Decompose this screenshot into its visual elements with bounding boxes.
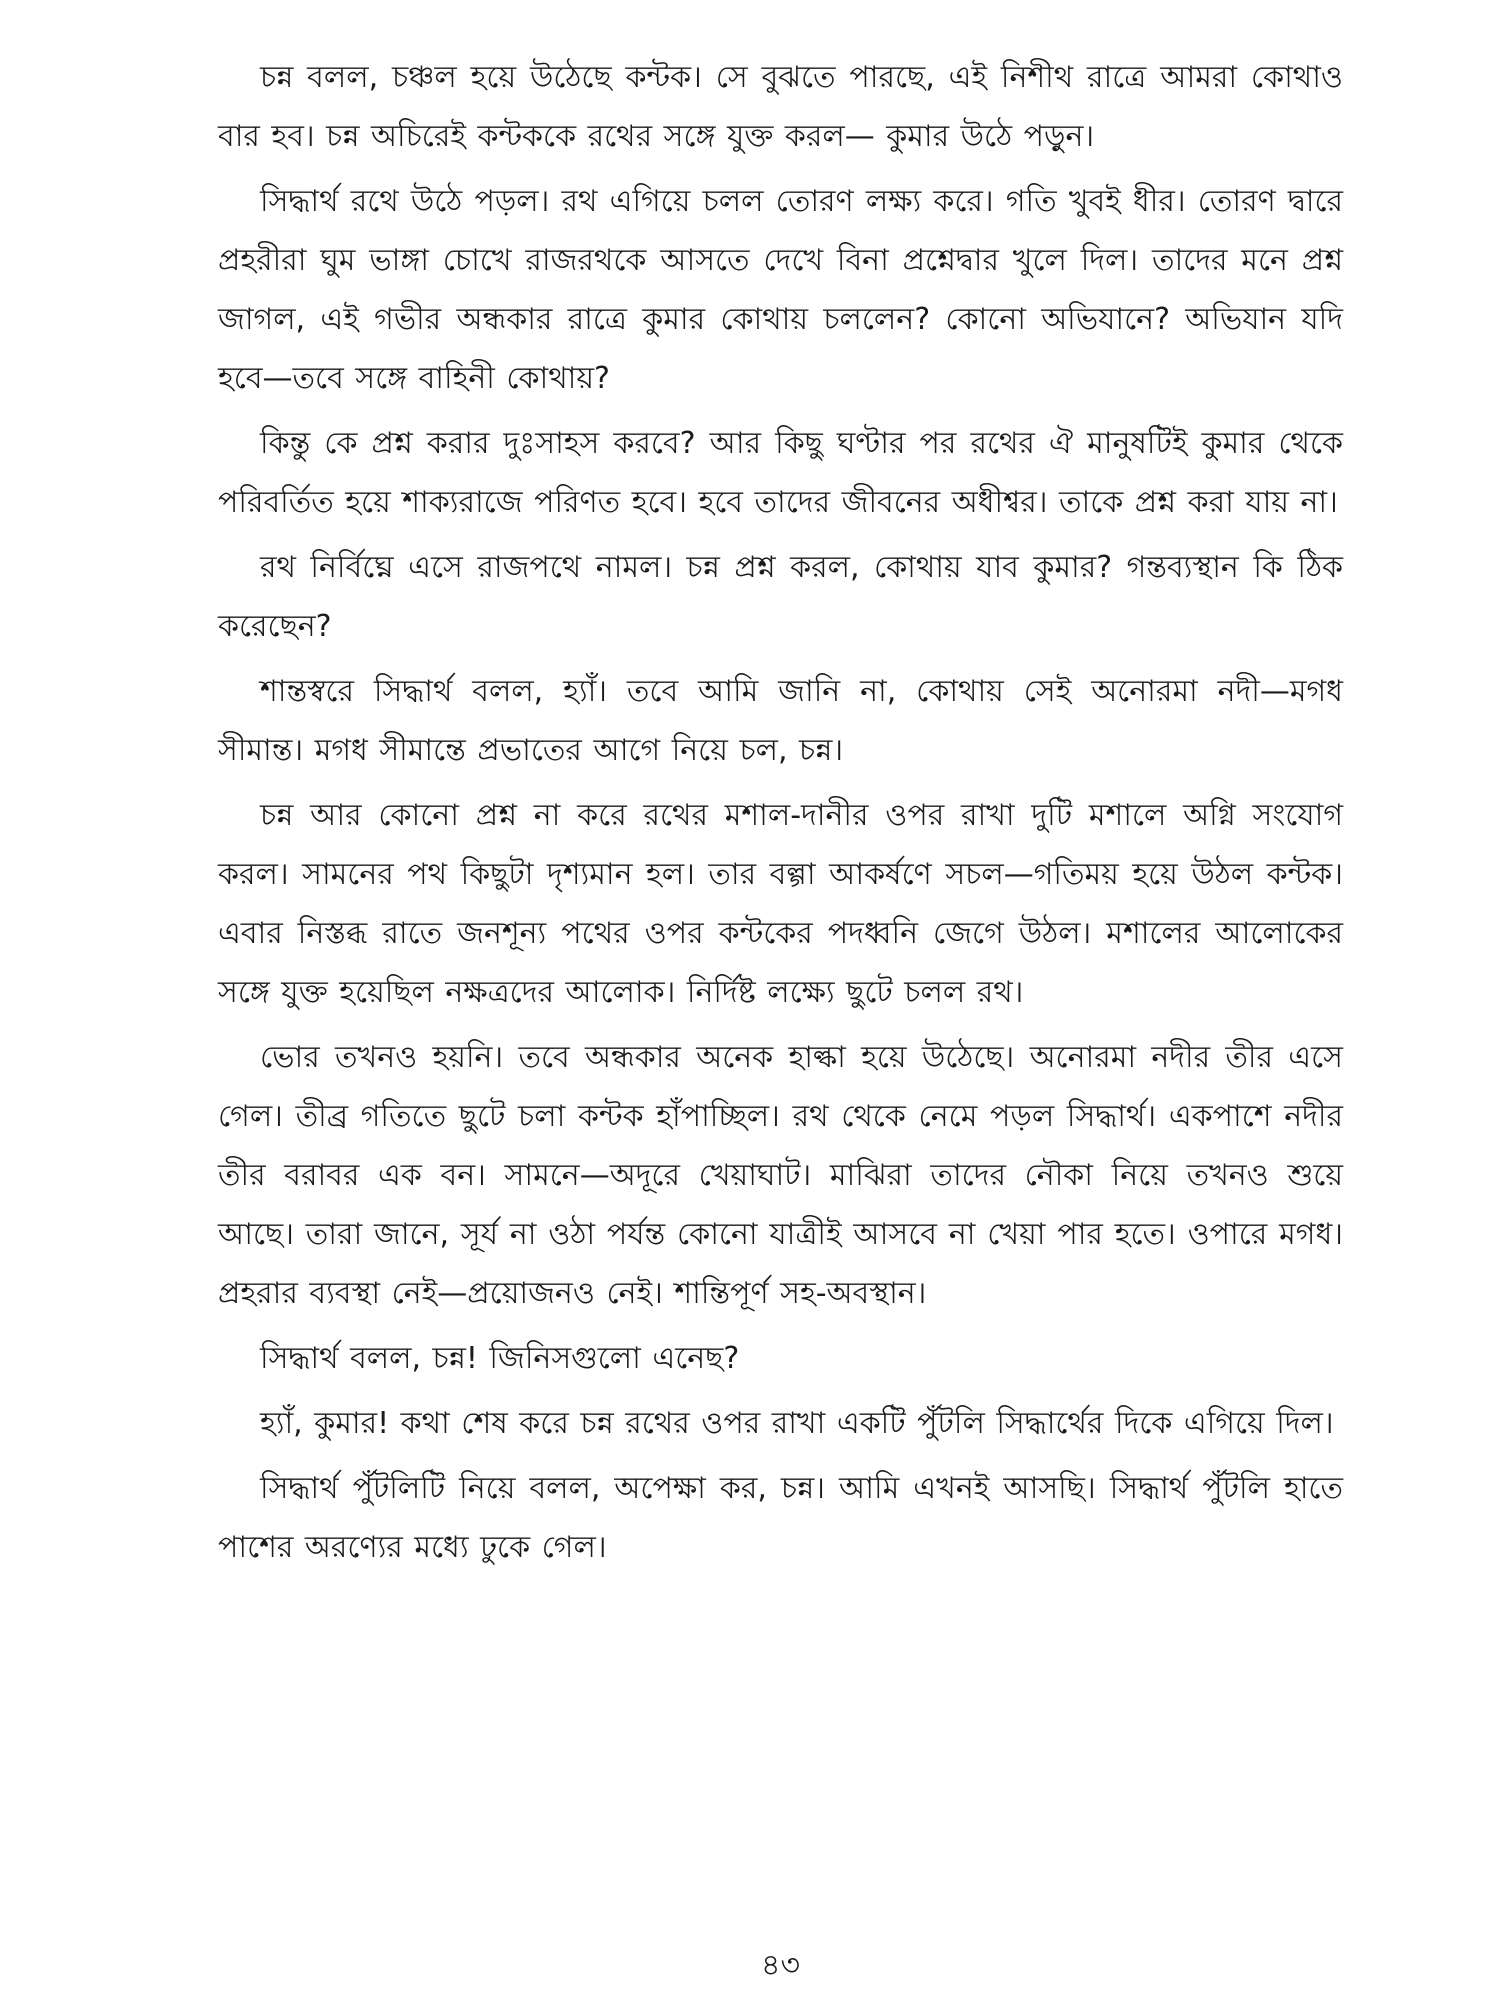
paragraph-8: সিদ্ধার্থ বলল, চন্ন! জিনিসগুলো এনেছ? [260, 1341, 740, 1376]
paragraph-2: সিদ্ধার্থ রথে উঠে পড়ল। রথ এগিয়ে চলল তোরণ লক্ষ্য করে। গতি খুবই ধীর। তোরণ দ্বারে প্রহরীরা ঘুম ভাঙ্গা চোখে রাজরথকে আসতে দেখে বিনা প্রশ্নেদ্বার খুলে দিল। তাদের মনে প্রশ্ন জাগল, এই গভীর অন্ধকার রাত্রে কুমার কোথায় চললেন? কোনো অভিযানে? অভিযান যদি হবে—তবে সঙ্গে বাহিনী কোথায়? [218, 184, 1343, 396]
paragraph-1: চন্ন বলল, চঞ্চল হয়ে উঠেছে কন্টক। সে বুঝতে পারছে, এই নিশীথ রাত্রে আমরা কোথাও বার হব। চন্ন অচিরেই কন্টককে রথের সঙ্গে যুক্ত করল— কুমার উঠে পড়ুন। [218, 60, 1343, 154]
paragraph-4: রথ নির্বিঘ্নে এসে রাজপথে নামল। চন্ন প্রশ্ন করল, কোথায় যাব কুমার? গন্তব্যস্থান কি ঠিক করেছেন? [218, 550, 1343, 644]
paragraph-3: কিন্তু কে প্রশ্ন করার দুঃসাহস করবে? আর কিছু ঘণ্টার পর রথের ঐ মানুষটিই কুমার থেকে পরিবর্তিত হয়ে শাক্যরাজে পরিণত হবে। হবে তাদের জীবনের অধীশ্বর। তাকে প্রশ্ন করা যায় না। [218, 426, 1343, 520]
paragraph-7: ভোর তখনও হয়নি। তবে অন্ধকার অনেক হাল্কা হয়ে উঠেছে। অনোরমা নদীর তীর এসে গেল। তীব্র গতিতে ছুটে চলা কন্টক হাঁপাচ্ছিল। রথ থেকে নেমে পড়ল সিদ্ধার্থ। একপাশে নদীর তীর বরাবর এক বন। সামনে—অদূরে খেয়াঘাট। মাঝিরা তাদের নৌকা নিয়ে তখনও শুয়ে আছে। তারা জানে, সূর্য না ওঠা পর্যন্ত কোনো যাত্রীই আসবে না খেয়া পার হতে। ওপারে মগধ। প্রহরার ব্যবস্থা নেই—প্রয়োজনও নেই। শান্তিপূর্ণ সহ-অবস্থান। [218, 1040, 1343, 1311]
page-number: ৪৩ [761, 1948, 800, 1983]
paragraph-5: শান্তস্বরে সিদ্ধার্থ বলল, হ্যাঁ। তবে আমি জানি না, কোথায় সেই অনোরমা নদী—মগধ সীমান্ত। মগধ সীমান্তে প্রভাতের আগে নিয়ে চল, চন্ন। [218, 674, 1343, 768]
paragraph-10: সিদ্ধার্থ পুঁটলিটি নিয়ে বলল, অপেক্ষা কর, চন্ন। আমি এখনই আসছি। সিদ্ধার্থ পুঁটলি হাতে পাশের অরণ্যের মধ্যে ঢুকে গেল। [218, 1471, 1343, 1565]
body-text [218, 48, 1343, 1583]
paragraph-6: চন্ন আর কোনো প্রশ্ন না করে রথের মশাল-দানীর ওপর রাখা দুটি মশালে অগ্নি সংযোগ করল। সামনের পথ কিছুটা দৃশ্যমান হল। তার বল্গা আকর্ষণে সচল—গতিময় হয়ে উঠল কন্টক। এবার নিস্তব্ধ রাতে জনশূন্য পথের ওপর কন্টকের পদধ্বনি জেগে উঠল। মশালের আলোকের সঙ্গে যুক্ত হয়েছিল নক্ষত্রদের আলোক। নির্দিষ্ট লক্ষ্যে ছুটে চলল রথ। [218, 798, 1343, 1010]
paragraph-9: হ্যাঁ, কুমার! কথা শেষ করে চন্ন রথের ওপর রাখা একটি পুঁটলি সিদ্ধার্থের দিকে এগিয়ে দিল। [260, 1406, 1334, 1441]
book-page [218, 48, 1343, 2000]
